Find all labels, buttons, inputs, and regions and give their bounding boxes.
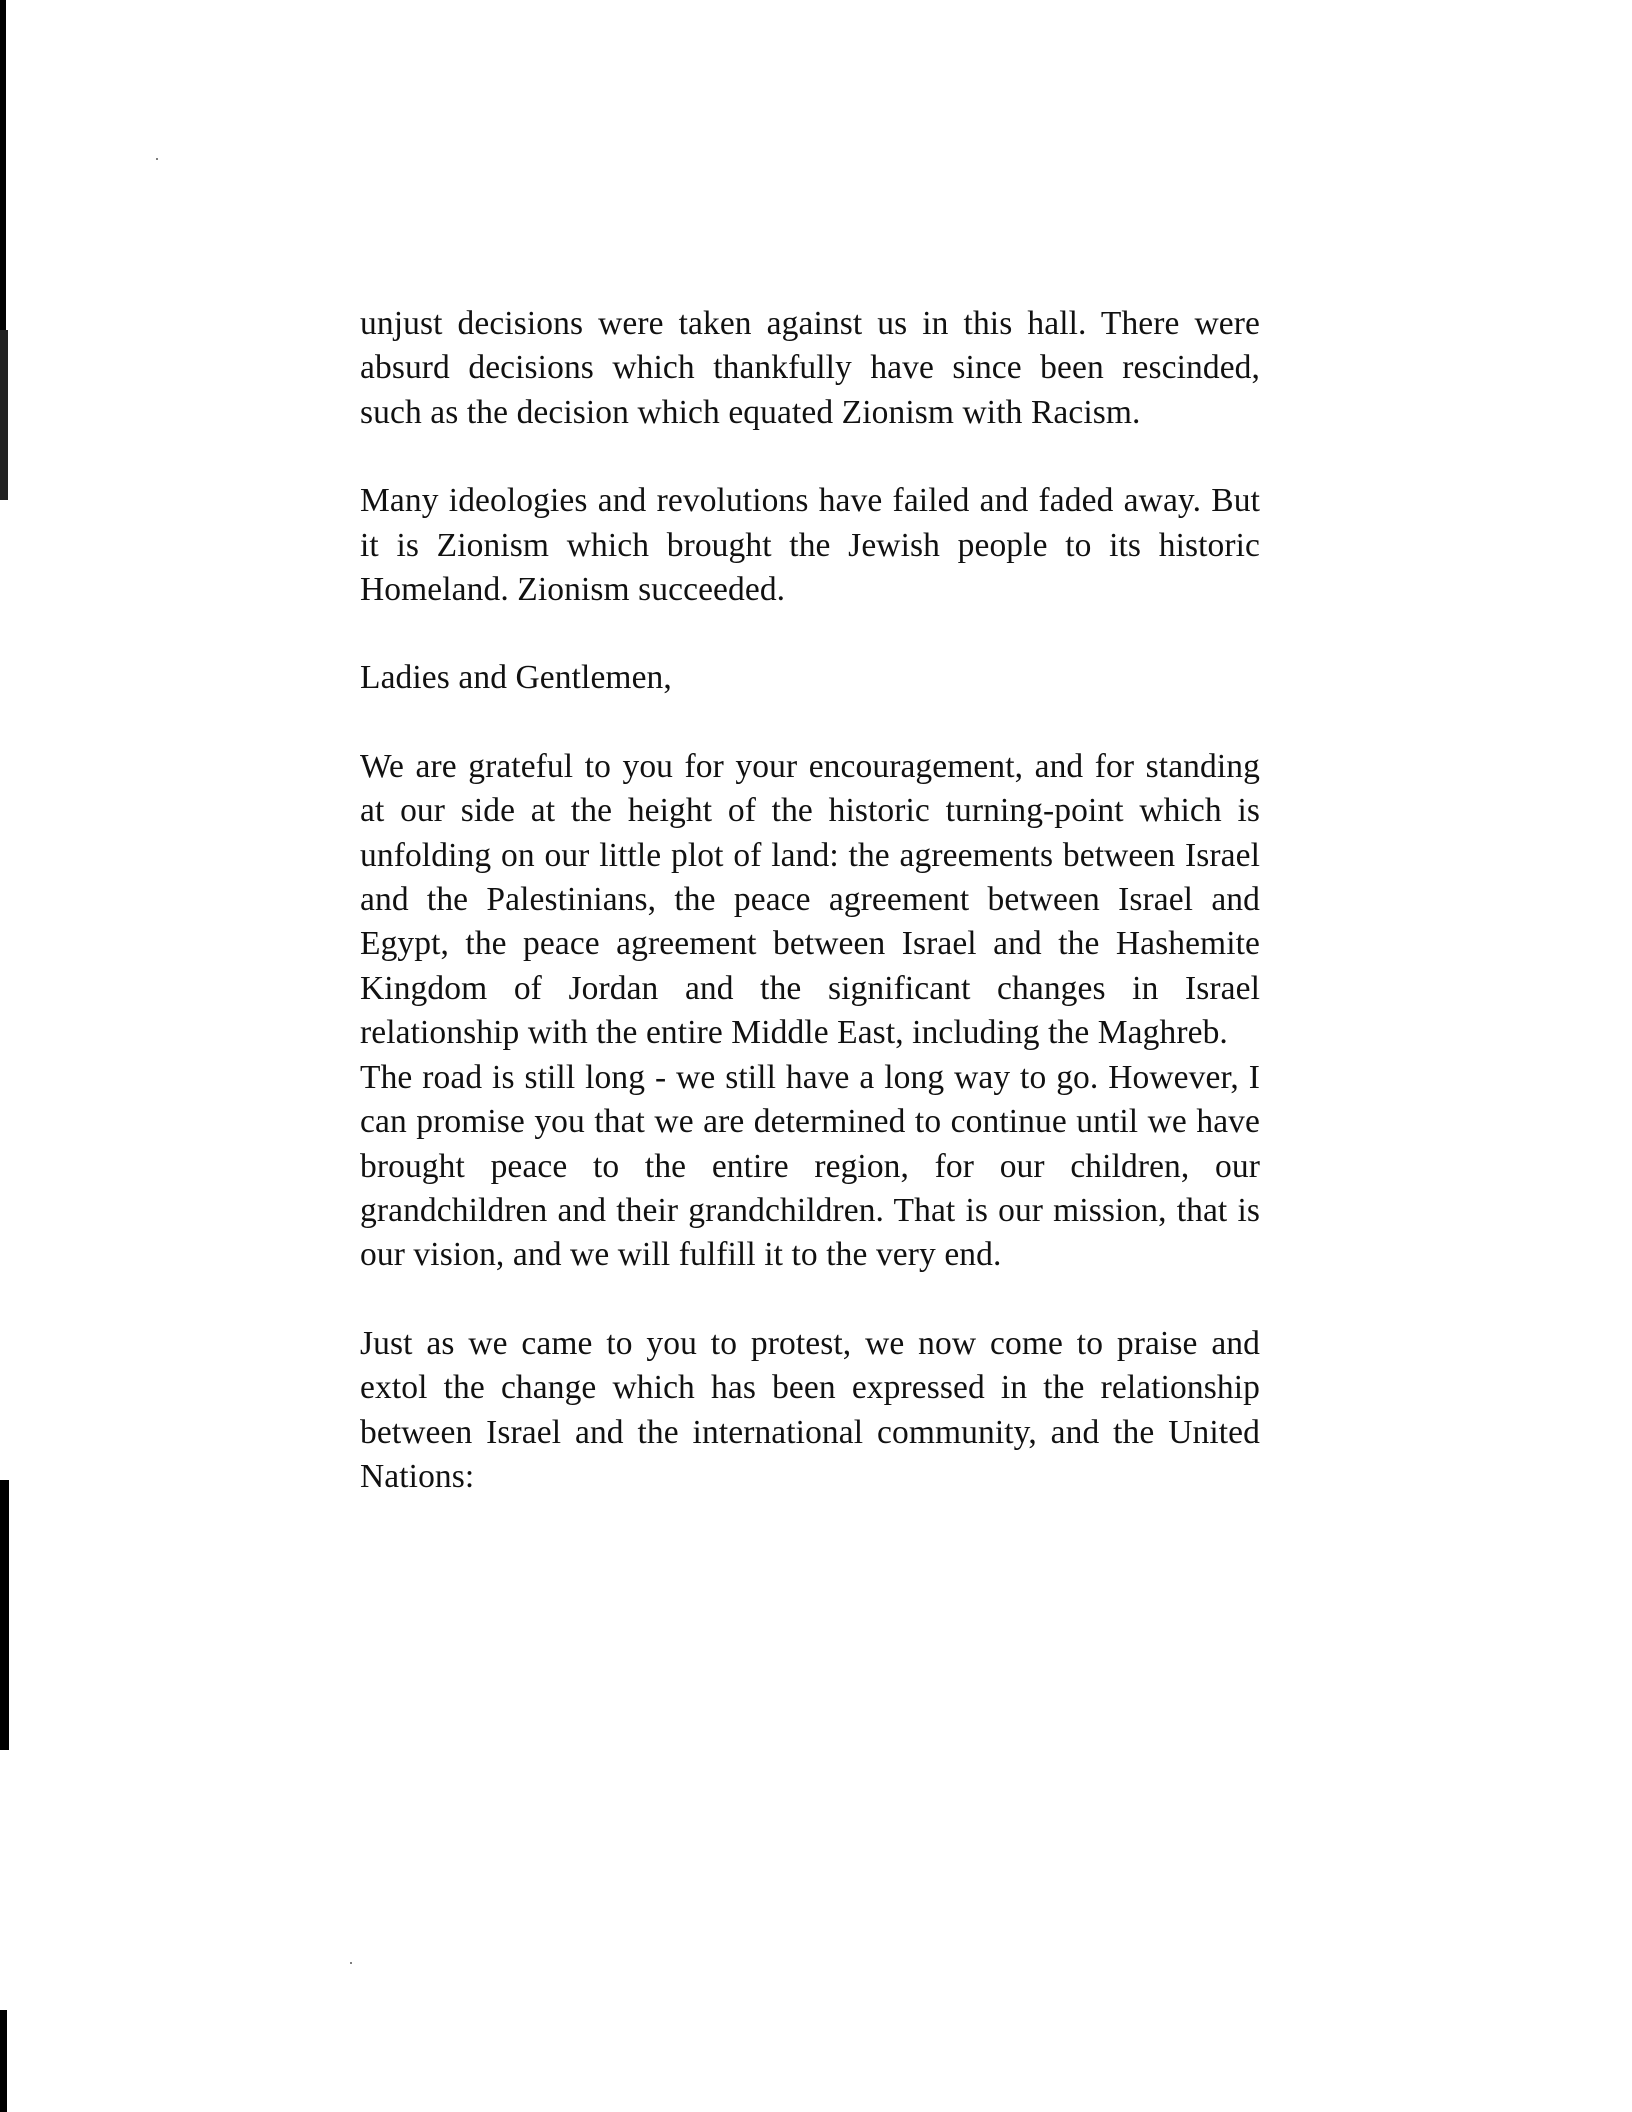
paragraph-unjust-decisions: unjust decisions were taken against us in this hall. There were absurd decisions which thankfully have since been rescinded, such as the decision which equated Zionism with Racism. <box>360 305 1260 431</box>
body-text <box>360 302 1260 1499</box>
scan-edge-mark <box>0 0 6 330</box>
paragraph-road-long: The road is still long - we still have a long way to go. However, I can promise you that we are determined to continue until we have brought peace to the entire region, for our children, our grandchildren and their grandchildren. That is our mission, that is our vision, and we will fulfill it to the very end. <box>360 1058 1260 1274</box>
scan-speck <box>156 158 158 160</box>
scan-edge-mark <box>0 1480 9 1750</box>
paragraph-protest-praise: Just as we came to you to protest, we now come to praise and extol the change which has been expressed in the relationship between Israel and the international community, and the United Nations: <box>360 1324 1260 1495</box>
paragraph-gap <box>360 612 1260 656</box>
scan-speck <box>350 1962 352 1964</box>
paragraph-grateful: We are grateful to you for your encouragement, and for standing at our side at the height of the historic turning-point which is unfolding on our little plot of land: the agreements between Israel and the Palestinians, the peace agreement between Israel and Egypt, the peace agreement between Israel and the Hashemite Kingdom of Jordan and the significant changes in Israel relationship with the entire Middle East, including the Maghreb. <box>360 747 1260 1052</box>
scan-edge-mark <box>0 330 8 500</box>
paragraph-salutation: Ladies and Gentlemen, <box>360 659 672 697</box>
paragraph-gap <box>360 1278 1260 1322</box>
paragraph-gap <box>360 435 1260 479</box>
paragraph-zionism-succeeded: Many ideologies and revolutions have failed and faded away. But it is Zionism which brought the Jewish people to its historic Homeland. Zionism succeeded. <box>360 482 1260 609</box>
paragraph-gap <box>360 701 1260 745</box>
scan-edge-mark <box>0 2010 7 2112</box>
